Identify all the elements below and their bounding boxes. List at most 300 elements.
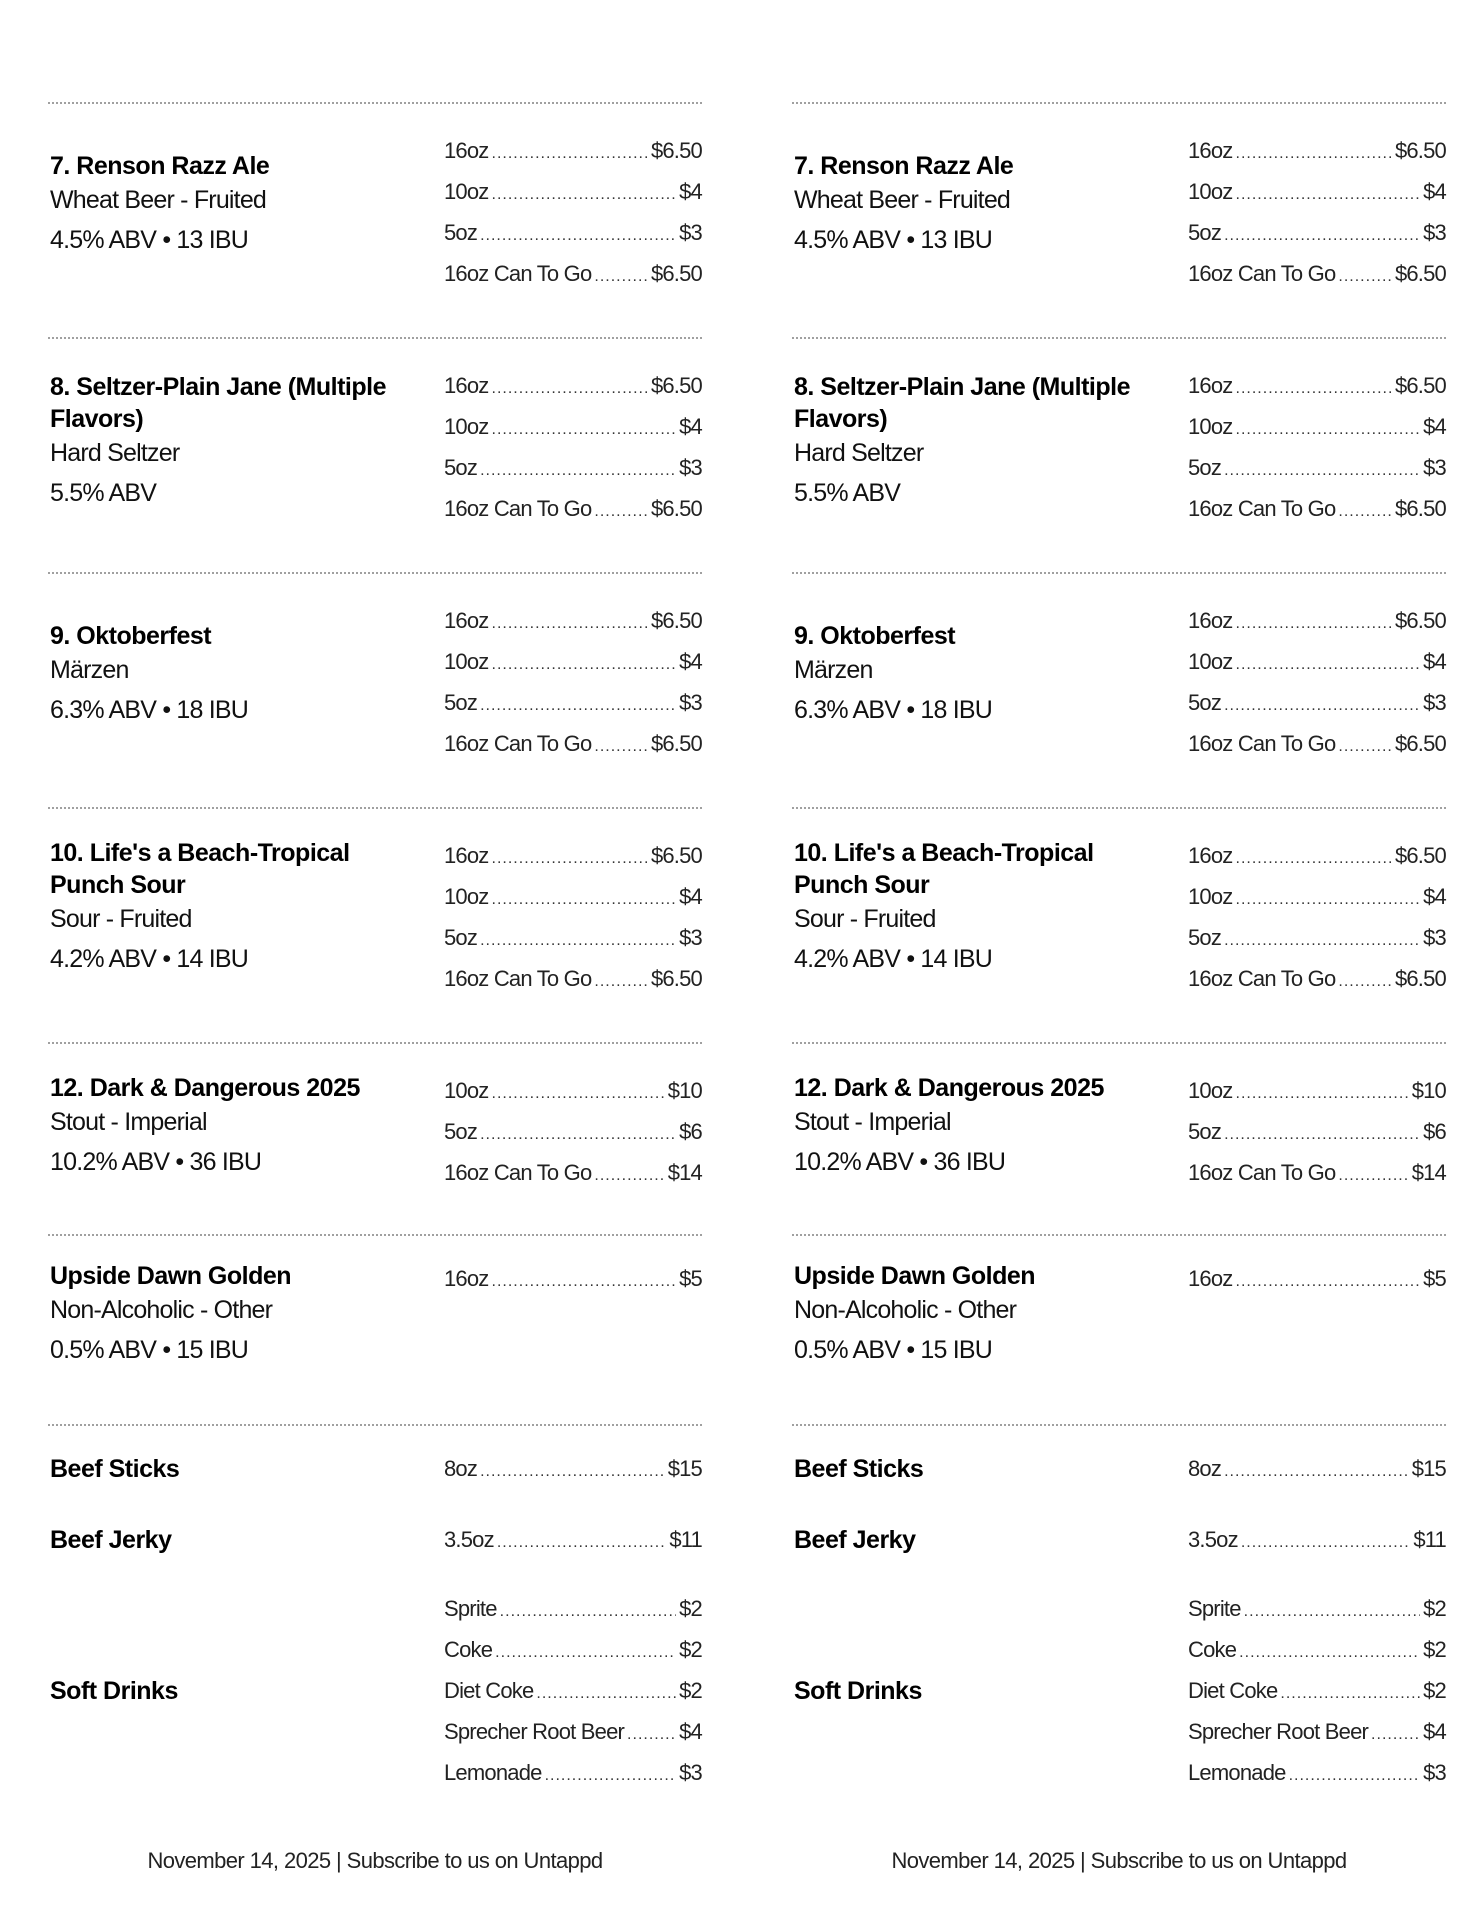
price-size: 5oz: [1188, 925, 1222, 950]
dot-leader: [492, 644, 677, 685]
price-row: [444, 1519, 702, 1560]
dot-leader: [497, 1522, 666, 1563]
price-row: [444, 876, 702, 917]
price-size: 16oz Can To Go: [444, 966, 592, 991]
price-row: [1188, 130, 1446, 171]
price-size: 16oz Can To Go: [1188, 731, 1336, 756]
price-list: [1188, 1236, 1446, 1366]
dot-leader: [1224, 1451, 1409, 1492]
dot-leader: [1289, 1755, 1421, 1796]
price-size: 5oz: [1188, 1119, 1222, 1144]
price-size: 10oz: [444, 1078, 489, 1103]
price-value: $2: [1423, 1596, 1446, 1621]
price-row: [444, 600, 702, 641]
drink-name: Diet Coke: [444, 1678, 534, 1703]
price-size: 16oz Can To Go: [444, 496, 592, 521]
dot-leader: [594, 1155, 664, 1196]
beer-name: Upside Dawn Golden: [50, 1262, 292, 1290]
beer-stats: 5.5% ABV: [794, 479, 901, 507]
price-size: 16oz Can To Go: [444, 261, 592, 286]
dot-leader: [1236, 603, 1392, 644]
beer-style: Märzen: [794, 656, 873, 684]
price-value: $2: [679, 1596, 702, 1621]
price-row: [1188, 1111, 1446, 1152]
price-list: [1188, 104, 1446, 294]
price-value: $6.50: [1394, 966, 1446, 991]
price-row: [444, 1448, 702, 1489]
price-size: 3.5oz: [444, 1527, 494, 1552]
beer-stats: 5.5% ABV: [50, 479, 157, 507]
beer-info: [48, 1044, 428, 1193]
drink-name: Diet Coke: [1188, 1678, 1278, 1703]
beer-stats: 4.2% ABV • 14 IBU: [794, 945, 993, 973]
beer-item: [792, 339, 1446, 572]
price-size: 5oz: [444, 1119, 478, 1144]
beer-item: [48, 339, 702, 572]
dot-leader: [1236, 838, 1392, 879]
dot-leader: [492, 838, 648, 879]
price-row: [444, 406, 702, 447]
price-size: 10oz: [444, 649, 489, 674]
price-row: [444, 1711, 702, 1752]
price-size: 16oz: [444, 843, 489, 868]
price-size: 16oz Can To Go: [1188, 1160, 1336, 1185]
price-row: [444, 1111, 702, 1152]
dot-leader: [480, 215, 676, 256]
price-size: 5oz: [1188, 690, 1222, 715]
soft-drinks-section: [48, 1588, 702, 1793]
price-row: [1188, 682, 1446, 723]
price-value: $2: [679, 1678, 702, 1703]
price-row: [1188, 917, 1446, 958]
price-value: $4: [679, 414, 702, 439]
menu-column-right: [792, 102, 1446, 1793]
price-size: 16oz Can To Go: [1188, 261, 1336, 286]
beer-item: [48, 574, 702, 807]
price-size: 5oz: [444, 220, 478, 245]
drink-name: Sprite: [444, 1596, 497, 1621]
price-row: [1188, 1070, 1446, 1111]
beer-info: [792, 809, 1172, 999]
price-size: 16oz Can To Go: [444, 1160, 592, 1185]
dot-leader: [1338, 1155, 1408, 1196]
dot-leader: [495, 1632, 676, 1673]
price-size: 5oz: [444, 455, 478, 480]
dot-leader: [480, 1451, 665, 1492]
section-divider: [48, 1424, 702, 1426]
price-value: $2: [679, 1637, 702, 1662]
dot-leader: [1236, 409, 1421, 450]
dot-leader: [492, 409, 677, 450]
price-value: $6.50: [650, 843, 702, 868]
price-value: $3: [1423, 220, 1446, 245]
price-value: $6.50: [650, 138, 702, 163]
dot-leader: [627, 1714, 676, 1755]
beer-item: [48, 1044, 702, 1234]
beer-info: [792, 339, 1172, 529]
menu-column-left: [48, 102, 702, 1793]
price-size: 16oz Can To Go: [1188, 496, 1336, 521]
beer-stats: 6.3% ABV • 18 IBU: [50, 696, 249, 724]
beer-style: Hard Seltzer: [50, 439, 180, 467]
price-value: $3: [679, 690, 702, 715]
beer-stats: 4.5% ABV • 13 IBU: [794, 226, 993, 254]
price-value: $6.50: [650, 966, 702, 991]
price-value: $6: [679, 1119, 702, 1144]
price-size: 16oz: [1188, 373, 1233, 398]
price-value: $4: [679, 1719, 702, 1744]
drink-name: Coke: [444, 1637, 493, 1662]
dot-leader: [1224, 215, 1420, 256]
price-value: $6.50: [1394, 373, 1446, 398]
price-size: 5oz: [1188, 220, 1222, 245]
beer-style: Non-Alcoholic - Other: [794, 1296, 1017, 1324]
price-value: $10: [1411, 1078, 1446, 1103]
price-value: $3: [1423, 455, 1446, 480]
price-value: $3: [1423, 925, 1446, 950]
drink-name: Sprite: [1188, 1596, 1241, 1621]
beer-name: 9. Oktoberfest: [50, 622, 212, 650]
beer-info: [792, 1236, 1172, 1366]
dot-leader: [492, 1073, 665, 1114]
price-value: $6.50: [1394, 843, 1446, 868]
price-size: 3.5oz: [1188, 1527, 1238, 1552]
dot-leader: [594, 256, 648, 297]
price-row: [444, 641, 702, 682]
dot-leader: [1236, 1073, 1409, 1114]
soft-drinks-title: Soft Drinks: [50, 1676, 178, 1705]
drink-name: Sprecher Root Beer: [444, 1719, 625, 1744]
soft-drinks-section: [792, 1588, 1446, 1793]
price-value: $14: [667, 1160, 702, 1185]
price-row: [1188, 1711, 1446, 1752]
price-value: $6.50: [650, 496, 702, 521]
price-row: [444, 1152, 702, 1193]
price-value: $3: [1423, 690, 1446, 715]
dot-leader: [1224, 1114, 1420, 1155]
dot-leader: [594, 726, 648, 767]
dot-leader: [480, 1114, 676, 1155]
beer-stats: 10.2% ABV • 36 IBU: [794, 1148, 1006, 1176]
price-row: [1188, 253, 1446, 294]
price-size: 5oz: [1188, 455, 1222, 480]
price-size: 10oz: [1188, 179, 1233, 204]
dot-leader: [1338, 726, 1392, 767]
beer-info: [48, 809, 428, 999]
price-list: [1188, 809, 1446, 999]
price-value: $3: [679, 220, 702, 245]
beer-name: 10. Life's a Beach-Tropical Punch Sour: [794, 839, 1094, 899]
beer-item: [48, 1236, 702, 1424]
beer-info: [48, 339, 428, 529]
beer-info: [48, 1236, 428, 1366]
dot-leader: [545, 1755, 677, 1796]
price-size: 16oz Can To Go: [1188, 966, 1336, 991]
price-size: 16oz: [1188, 843, 1233, 868]
beer-item: [792, 104, 1446, 337]
beer-style: Sour - Fruited: [50, 905, 192, 933]
price-row: [444, 723, 702, 764]
price-size: 10oz: [1188, 1078, 1233, 1103]
beer-item: [792, 809, 1446, 1042]
price-list: [444, 1588, 702, 1793]
price-size: 5oz: [444, 925, 478, 950]
price-size: 10oz: [1188, 414, 1233, 439]
price-value: $6.50: [1394, 496, 1446, 521]
dot-leader: [594, 961, 648, 1002]
price-row: [444, 171, 702, 212]
price-row: [1188, 1152, 1446, 1193]
price-value: $5: [679, 1266, 702, 1291]
price-value: $4: [1423, 1719, 1446, 1744]
price-row: [444, 1258, 702, 1299]
price-value: $4: [1423, 649, 1446, 674]
beer-item: [48, 809, 702, 1042]
beer-style: Märzen: [50, 656, 129, 684]
dot-leader: [1280, 1673, 1420, 1714]
snack-name: Beef Sticks: [794, 1454, 924, 1483]
beer-item: [792, 574, 1446, 807]
price-value: $4: [679, 649, 702, 674]
price-value: $3: [679, 925, 702, 950]
snack-item: [48, 1519, 702, 1560]
price-row: [1188, 212, 1446, 253]
dot-leader: [500, 1591, 676, 1632]
beer-item: [792, 1236, 1446, 1424]
price-value: $2: [1423, 1678, 1446, 1703]
price-value: $11: [1413, 1527, 1446, 1552]
beer-name: 8. Seltzer-Plain Jane (Multiple Flavors): [50, 373, 386, 433]
dot-leader: [1224, 920, 1420, 961]
price-list: [444, 104, 702, 294]
price-size: 16oz: [1188, 138, 1233, 163]
price-list: [444, 809, 702, 999]
price-list: [444, 339, 702, 529]
price-row: [444, 488, 702, 529]
price-size: 16oz Can To Go: [444, 731, 592, 756]
beer-name: 7. Renson Razz Ale: [50, 152, 270, 180]
beer-style: Wheat Beer - Fruited: [794, 186, 1011, 214]
snack-item: [48, 1448, 702, 1489]
price-size: 8oz: [1188, 1456, 1222, 1481]
price-row: [444, 958, 702, 999]
price-row: [444, 917, 702, 958]
beer-style: Sour - Fruited: [794, 905, 936, 933]
price-list: [1188, 1519, 1446, 1560]
price-value: $4: [1423, 414, 1446, 439]
snack-item: [792, 1448, 1446, 1489]
price-value: $4: [679, 179, 702, 204]
soft-drinks-title: Soft Drinks: [794, 1676, 922, 1705]
beer-stats: 0.5% ABV • 15 IBU: [50, 1336, 249, 1364]
dot-leader: [1236, 133, 1392, 174]
price-value: $5: [1423, 1266, 1446, 1291]
beer-style: Stout - Imperial: [794, 1108, 951, 1136]
price-row: [444, 1629, 702, 1670]
dot-leader: [492, 174, 677, 215]
price-row: [1188, 641, 1446, 682]
price-row: [1188, 1670, 1446, 1711]
price-row: [444, 1588, 702, 1629]
dot-leader: [1236, 879, 1421, 920]
price-row: [1188, 406, 1446, 447]
beer-name: 12. Dark & Dangerous 2025: [794, 1074, 1104, 1102]
dot-leader: [1338, 491, 1392, 532]
price-value: $4: [1423, 179, 1446, 204]
price-size: 16oz: [1188, 608, 1233, 633]
beer-info: [792, 1044, 1172, 1193]
price-row: [444, 835, 702, 876]
dot-leader: [492, 1261, 677, 1302]
price-value: $3: [679, 455, 702, 480]
beer-name: 7. Renson Razz Ale: [794, 152, 1014, 180]
price-value: $6.50: [650, 731, 702, 756]
beer-info: [48, 104, 428, 294]
price-row: [444, 253, 702, 294]
price-list: [1188, 1448, 1446, 1489]
price-row: [444, 212, 702, 253]
snack-name: Beef Jerky: [794, 1525, 916, 1554]
price-row: [444, 682, 702, 723]
price-row: [1188, 835, 1446, 876]
price-value: $3: [1423, 1760, 1446, 1785]
price-value: $6.50: [650, 261, 702, 286]
price-size: 10oz: [444, 414, 489, 439]
beer-info: [792, 574, 1172, 764]
beer-info: [792, 104, 1172, 294]
price-row: [1188, 365, 1446, 406]
price-row: [1188, 958, 1446, 999]
price-size: 16oz: [1188, 1266, 1233, 1291]
beer-style: Non-Alcoholic - Other: [50, 1296, 273, 1324]
dot-leader: [1244, 1591, 1420, 1632]
beer-style: Wheat Beer - Fruited: [50, 186, 267, 214]
price-size: 16oz: [444, 138, 489, 163]
dot-leader: [492, 368, 648, 409]
price-row: [1188, 1629, 1446, 1670]
beer-stats: 4.2% ABV • 14 IBU: [50, 945, 249, 973]
beer-stats: 6.3% ABV • 18 IBU: [794, 696, 993, 724]
snack-item: [792, 1519, 1446, 1560]
price-value: $6.50: [1394, 261, 1446, 286]
price-value: $6: [1423, 1119, 1446, 1144]
price-size: 5oz: [444, 690, 478, 715]
dot-leader: [1236, 368, 1392, 409]
section-divider: [792, 1424, 1446, 1426]
beer-name: 10. Life's a Beach-Tropical Punch Sour: [50, 839, 350, 899]
price-row: [444, 447, 702, 488]
footer-left: November 14, 2025 | Subscribe to us on Untappd: [147, 1848, 603, 1873]
beer-stats: 4.5% ABV • 13 IBU: [50, 226, 249, 254]
price-list: [1188, 1588, 1446, 1793]
price-row: [444, 1670, 702, 1711]
beer-name: 9. Oktoberfest: [794, 622, 956, 650]
price-row: [1188, 1258, 1446, 1299]
price-value: $6.50: [1394, 731, 1446, 756]
price-value: $6.50: [1394, 608, 1446, 633]
price-list: [1188, 339, 1446, 529]
beer-stats: 10.2% ABV • 36 IBU: [50, 1148, 262, 1176]
drink-name: Coke: [1188, 1637, 1237, 1662]
price-row: [1188, 488, 1446, 529]
price-row: [1188, 171, 1446, 212]
beer-style: Hard Seltzer: [794, 439, 924, 467]
snack-name: Beef Sticks: [50, 1454, 180, 1483]
snack-name: Beef Jerky: [50, 1525, 172, 1554]
price-list: [444, 1448, 702, 1489]
price-size: 8oz: [444, 1456, 478, 1481]
dot-leader: [492, 603, 648, 644]
dot-leader: [1338, 256, 1392, 297]
price-value: $6.50: [1394, 138, 1446, 163]
dot-leader: [1236, 174, 1421, 215]
dot-leader: [480, 685, 676, 726]
dot-leader: [1239, 1632, 1420, 1673]
price-row: [1188, 1519, 1446, 1560]
beer-style: Stout - Imperial: [50, 1108, 207, 1136]
price-row: [444, 1070, 702, 1111]
dot-leader: [594, 491, 648, 532]
dot-leader: [1338, 961, 1392, 1002]
drink-name: Lemonade: [1188, 1760, 1286, 1785]
price-row: [1188, 1448, 1446, 1489]
dot-leader: [1236, 1261, 1421, 1302]
price-row: [1188, 600, 1446, 641]
price-row: [444, 1752, 702, 1793]
drink-name: Sprecher Root Beer: [1188, 1719, 1369, 1744]
price-value: $14: [1411, 1160, 1446, 1185]
price-value: $10: [667, 1078, 702, 1103]
beer-item: [792, 1044, 1446, 1234]
price-size: 16oz: [444, 373, 489, 398]
dot-leader: [480, 450, 676, 491]
beer-name: Upside Dawn Golden: [794, 1262, 1036, 1290]
dot-leader: [1224, 685, 1420, 726]
dot-leader: [492, 133, 648, 174]
drink-name: Lemonade: [444, 1760, 542, 1785]
price-row: [1188, 1588, 1446, 1629]
price-value: $6.50: [650, 373, 702, 398]
price-value: $3: [679, 1760, 702, 1785]
price-list: [1188, 1044, 1446, 1193]
price-value: $11: [669, 1527, 702, 1552]
beer-item: [48, 104, 702, 337]
footer-right: November 14, 2025 | Subscribe to us on Untappd: [891, 1848, 1347, 1873]
price-size: 16oz: [444, 608, 489, 633]
price-size: 10oz: [1188, 884, 1233, 909]
price-size: 10oz: [444, 884, 489, 909]
price-value: $4: [1423, 884, 1446, 909]
price-row: [1188, 447, 1446, 488]
price-list: [444, 1044, 702, 1193]
beer-info: [48, 574, 428, 764]
price-value: $2: [1423, 1637, 1446, 1662]
price-list: [444, 1519, 702, 1560]
price-value: $6.50: [650, 608, 702, 633]
dot-leader: [492, 879, 677, 920]
dot-leader: [1224, 450, 1420, 491]
price-value: $15: [667, 1456, 702, 1481]
dot-leader: [480, 920, 676, 961]
price-row: [444, 365, 702, 406]
price-row: [1188, 1752, 1446, 1793]
price-row: [1188, 876, 1446, 917]
price-list: [1188, 574, 1446, 764]
dot-leader: [1371, 1714, 1420, 1755]
price-size: 16oz: [444, 1266, 489, 1291]
price-row: [1188, 723, 1446, 764]
price-list: [444, 574, 702, 764]
